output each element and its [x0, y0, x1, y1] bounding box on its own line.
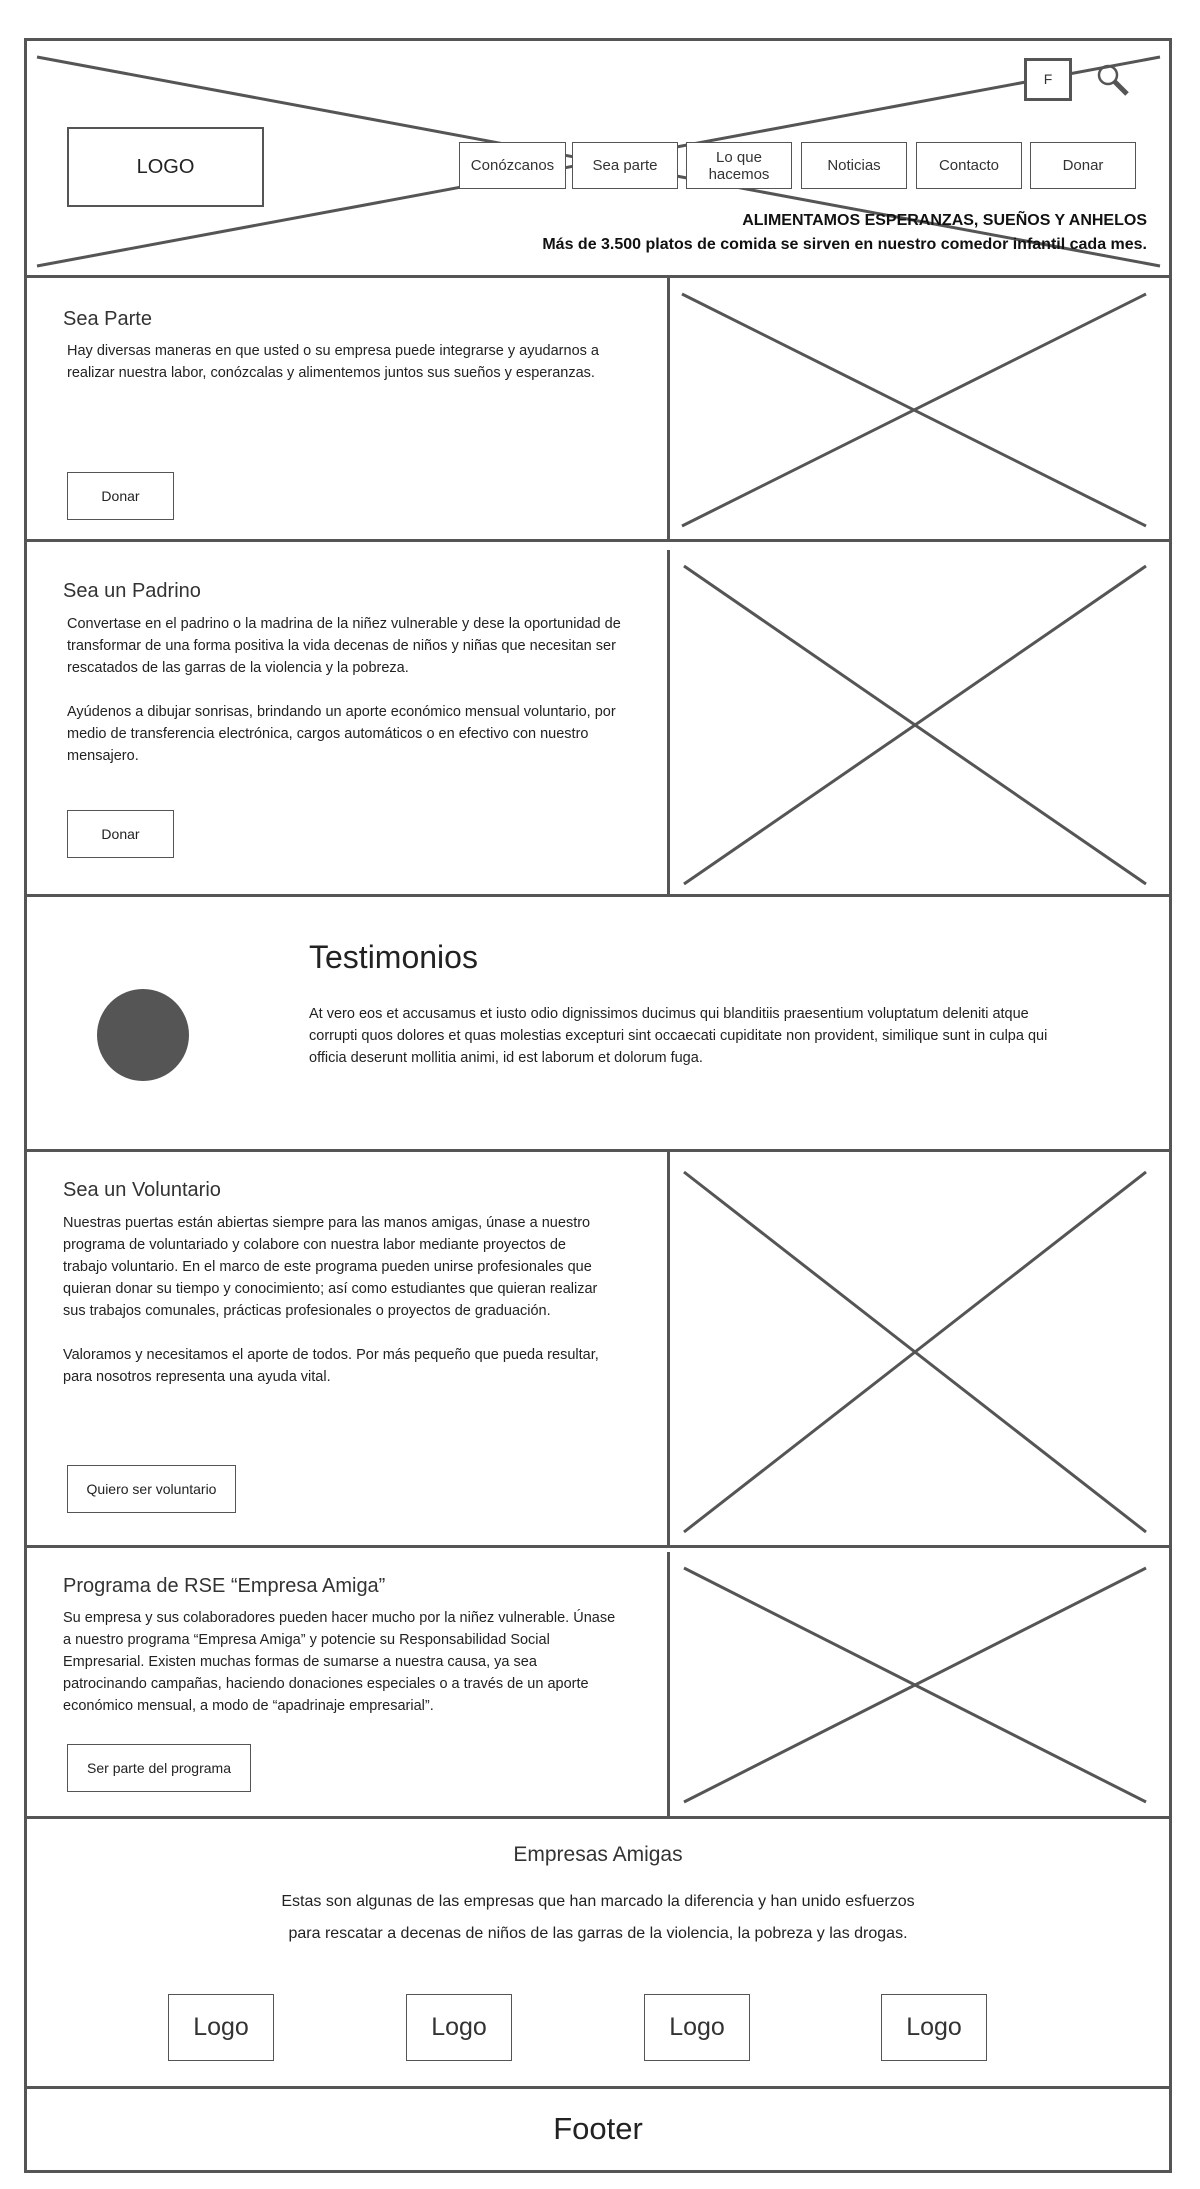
donar-button[interactable]: Donar [67, 472, 174, 520]
ser-parte-del-programa-button[interactable]: Ser parte del programa [67, 1744, 251, 1792]
image-placeholder [670, 1152, 1156, 1545]
section-text [63, 1212, 603, 1410]
image-placeholder [670, 278, 1156, 539]
footer-label: Footer [553, 2111, 643, 2146]
section-text: Hay diversas maneras en que usted o su empresa puede integrarse y ayudarnos a realizar nuestra labor, conózcalas y alimentemos juntos sus sueños y esperanzas. [67, 343, 599, 381]
paragraph: Ayúdenos a dibujar sonrisas, brindando un aporte económico mensual voluntario, por medio de transferencia electrónica, cargos automáticos o en efectivo con nuestro mensajero. [67, 704, 616, 764]
section-title: Empresas Amigas [513, 1843, 683, 1866]
section-text [67, 613, 622, 789]
paragraph: Nuestras puertas están abiertas siempre para las manos amigas, únase a nuestro programa de voluntariado y colabore con nuestra labor mediante proyectos de trabajo voluntario. En el marco de este programa pueden unirse profesionales que quieran donar su tiempo y conocimiento; así como estudiantes que quieran realizar sus trabajos comunales, prácticas profesionales o proyectos de graduación. [63, 1215, 598, 1319]
page-frame [24, 38, 1172, 2173]
donar-button[interactable]: Donar [67, 810, 174, 858]
section-testimonios [27, 897, 1169, 1152]
partner-logo[interactable]: Logo [168, 1994, 274, 2061]
header [27, 41, 1169, 278]
nav-conozcanos[interactable]: Conózcanos [459, 142, 566, 189]
footer [27, 2089, 1169, 2170]
partner-logo[interactable]: Logo [406, 1994, 512, 2061]
section-empresas-amigas [27, 1819, 1169, 2089]
nav-noticias[interactable]: Noticias [801, 142, 907, 189]
section-sea-parte [27, 278, 1169, 542]
nav-donar[interactable]: Donar [1030, 142, 1136, 189]
section-padrino [27, 542, 1169, 897]
section-text-line: para rescatar a decenas de niños de las garras de la violencia, la pobreza y las drogas. [288, 1925, 908, 1942]
section-title: Programa de RSE “Empresa Amiga” [63, 1575, 386, 1597]
section-text-line: Estas son algunas de las empresas que han marcado la diferencia y han unido esfuerzos [281, 1893, 915, 1910]
nav-sea-parte[interactable]: Sea parte [572, 142, 678, 189]
search-icon[interactable] [1095, 63, 1131, 99]
image-placeholder [670, 1548, 1156, 1816]
partner-logo[interactable]: Logo [881, 1994, 987, 2061]
section-title: Testimonios [309, 939, 478, 975]
quiero-ser-voluntario-button[interactable]: Quiero ser voluntario [67, 1465, 236, 1513]
section-title: Sea Parte [63, 308, 152, 330]
section-rse [27, 1548, 1169, 1819]
tagline-secondary: Más de 3.500 platos de comida se sirven en nuestro comedor infantil cada mes. [542, 236, 1147, 253]
facebook-icon[interactable]: F [1024, 58, 1072, 101]
section-voluntario [27, 1152, 1169, 1548]
nav-contacto[interactable]: Contacto [916, 142, 1022, 189]
logo[interactable]: LOGO [67, 127, 264, 207]
paragraph: Valoramos y necesitamos el aporte de todos. Por más pequeño que pueda resultar, para nosotros representa una ayuda vital. [63, 1347, 599, 1385]
section-title: Sea un Voluntario [63, 1179, 221, 1201]
paragraph: Convertase en el padrino o la madrina de la niñez vulnerable y dese la oportunidad de transformar de una forma positiva la vida decenas de niños y niñas que necesitan ser rescatados de las garras de la violencia y la pobreza. [67, 616, 621, 676]
section-text: Su empresa y sus colaboradores pueden hacer mucho por la niñez vulnerable. Únase a nuestro programa “Empresa Amiga” y potencie su Responsabilidad Social Empresarial. Existen muchas formas de sumarse a nuestra causa, ya sea patrocinando campañas, haciendo donaciones especiales o a través de un aporte económico mensual, a modo de “apadrinaje empresarial”. [63, 1610, 616, 1714]
tagline-primary: ALIMENTAMOS ESPERANZAS, SUEÑOS Y ANHELOS [742, 212, 1147, 229]
section-title: Sea un Padrino [63, 580, 201, 602]
testimonial-text: At vero eos et accusamus et iusto odio dignissimos ducimus qui blanditiis praesentium voluptatum deleniti atque corrupti quos dolores et quas molestias excepturi sint occaecati cupiditate non provident, similique sunt in culpa qui officia deserunt mollitia animi, id est laborum et dolorum fuga. [309, 1006, 1048, 1066]
image-placeholder [670, 542, 1156, 894]
nav-lo-que-hacemos[interactable]: Lo que hacemos [686, 142, 792, 189]
partner-logo[interactable]: Logo [644, 1994, 750, 2061]
avatar [97, 989, 189, 1081]
